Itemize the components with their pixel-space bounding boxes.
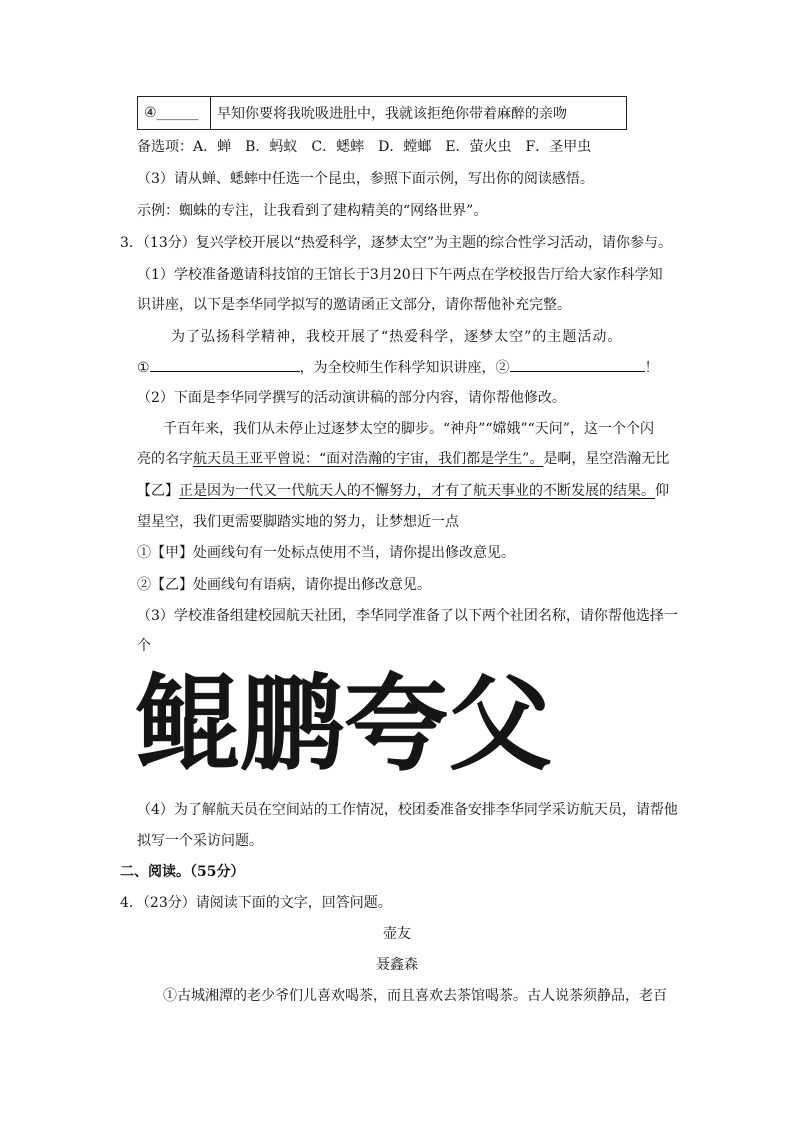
speech-line-1: 千百年来，我们从未停止过逐梦太空的脚步。“神舟”“嫦娥”“天问”，这一个个闪 (163, 421, 654, 437)
options-line: 备选项：A．蝉 B．蚂蚁 C．蟋蟀 D．螳螂 E．萤火虫 F．圣甲虫 (137, 139, 592, 155)
essay-author: 聂鑫森 (376, 957, 418, 973)
speech-yi-marker: 【乙】 (137, 483, 179, 499)
essay-title: 壶友 (383, 926, 411, 942)
blank-mid-text: ，为全校师生作科学知识讲座，② (299, 360, 510, 376)
blank-1[interactable] (150, 357, 300, 372)
question-4-heading: 4．（23分）请阅读下面的文字，回答问题。 (120, 895, 392, 911)
essay-paragraph-1: ①古城湘潭的老少爷们儿喜欢喝茶，而且喜欢去茶馆喝茶。古人说茶须静品，老百 (163, 988, 667, 1004)
question-3-3-line-b: 个 (137, 638, 151, 654)
question-3-heading: 3．（13分）复兴学校开展以“热爱科学，逐梦太空”为主题的综合性学习活动，请你参与。 (120, 235, 673, 251)
question-3-3-line-a: （3）学校准备组建校园航天社团，李华同学准备了以下两个社团名称，请你帮他选择一 (137, 608, 678, 624)
speech-line-2 (137, 449, 669, 469)
speech-line-4: 望星空，我们更需要脚踏实地的努力，让梦想近一点 (137, 514, 459, 530)
table-cell-number: ④______ (138, 97, 211, 130)
blank-end: ！ (644, 360, 659, 376)
speech-3-end: 仰 (655, 483, 669, 499)
section-2-heading: 二、阅读。（55分） (120, 864, 245, 880)
question-3-1-line-b: 识讲座，以下是李华同学拟写的邀请函正文部分，请你帮他补充完整。 (137, 297, 571, 313)
question-3-4-line-b: 拟写一个采访问题。 (137, 833, 263, 849)
fix-item-2: ②【乙】处画线句有语病，请你提出修改意见。 (137, 577, 431, 593)
fix-item-1: ①【甲】处画线句有一处标点使用不当，请你提出修改意见。 (137, 545, 515, 561)
calligraphy-text: 鲲鹏夸父 (136, 662, 553, 785)
option-table (137, 96, 627, 130)
blank-1-label: ① (137, 360, 150, 376)
calligraphy-image (130, 658, 580, 788)
speech-2-start: 亮的名字 (137, 451, 193, 467)
invitation-text: 为了弘扬科学精神，我校开展了“热爱科学，逐梦太空”的主题活动。 (171, 329, 623, 345)
speech-2-end: 是啊，星空浩瀚无比 (543, 451, 670, 467)
question-3-sub: （3）请从蝉、蟋蟀中任选一个昆虫，参照下面示例，写出你的阅读感悟。 (137, 171, 594, 187)
speech-underlined-jia: 航天员王亚平曾说：“面对浩瀚的宇宙，我们都是学生”。 (193, 451, 544, 467)
blank-2[interactable] (510, 357, 645, 372)
question-3-4-line-a: （4）为了解航天员在空间站的工作情况，校团委准备安排李华同学采访航天员，请帮他 (137, 802, 678, 818)
question-3-1-line-a: （1）学校准备邀请科技馆的王馆长于3月20日下午两点在学校报告厅给大家作科学知 (137, 267, 663, 283)
speech-line-3 (137, 481, 669, 501)
table-row (138, 97, 627, 130)
question-3-2: （2）下面是李华同学撰写的活动演讲稿的部分内容，请你帮他修改。 (137, 390, 566, 406)
invitation-blanks-line (137, 357, 659, 378)
table-cell-text: 早知你要将我吮吸进肚中，我就该拒绝你带着麻醉的亲吻 (211, 97, 627, 130)
speech-underlined-yi: 正是因为一代又一代航天人的不懈努力，才有了航天事业的不断发展的结果。 (179, 483, 655, 499)
example-line: 示例：蜘蛛的专注，让我看到了建构精美的“网络世界”。 (137, 203, 488, 219)
